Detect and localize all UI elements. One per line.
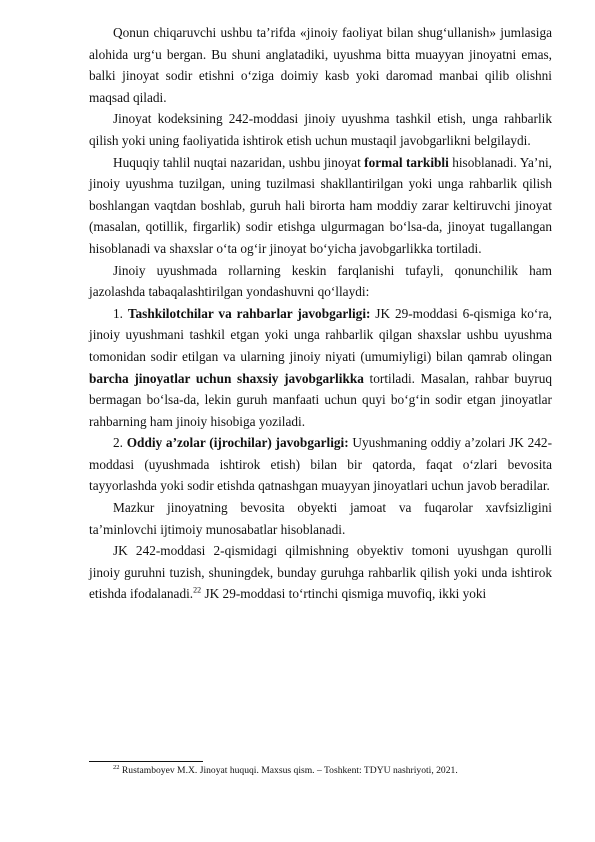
paragraph: Mazkur jinoyatning bevosita obyekti jamoat va fuqarolar xavfsizligini ta’minlovchi ijtimoiy munosabatlar hisoblanadi. <box>89 500 552 537</box>
paragraph <box>89 152 552 260</box>
bold-heading: Tashkilotchilar va rahbarlar javobgarligi: <box>127 305 371 321</box>
paragraph-text: JK 29-moddasi to‘rtinchi qismiga muvofiq, ikki yoki <box>201 586 487 602</box>
numbered-paragraph <box>89 303 552 433</box>
footnote-separator <box>89 761 203 762</box>
footnote-text: Rustamboyev M.X. Jinoyat huquqi. Maxsus qism. – Toshkent: TDYU nashriyoti, 2021. <box>119 765 458 776</box>
paragraph: Qonun chiqaruvchi ushbu taʼrifda «jinoiy faoliyat bilan shugʻullanish» jumlasiga alohida urgʻu bergan. Bu shuni anglatadiki, uyushma bitta muayyan jinoyatni emas, balki jinoyat sodir etishni oʻziga doimiy kasb yoki daromad manbai qilib olishni maqsad qiladi. <box>89 25 552 105</box>
bold-heading: Oddiy aʼzolar (ijrochilar) javobgarligi: <box>126 435 349 451</box>
paragraph-text: tortiladi. Masalan, rahbar buyruq bermagan boʻlsa-da, lekin guruh manfaati uchun quyi boʻgʻin sodir etgan jinoyatlar rahbarning ham jinoiy hisobiga yoziladi. <box>89 370 552 429</box>
list-number: 2. <box>113 435 123 451</box>
numbered-paragraph <box>89 432 552 497</box>
paragraph: Jinoiy uyushmada rollarning keskin farqlanishi tufayli, qonunchilik ham jazolashda tabaqalashtirilgan yondashuvni qoʻllaydi: <box>89 262 552 300</box>
bold-term: formal tarkibli <box>364 154 449 170</box>
document-body <box>89 22 552 605</box>
paragraph-text: Uyushmaning oddiy aʼzolari JK 242-moddasi (uyushmada ishtirok etish) bilan bir qatorda, faqat oʻzlari bevosita tayyorlashda yoki sodir etishda qatnashgan muayyan jinoyatlari uchun javob beradilar. <box>89 435 553 494</box>
paragraph: Jinoyat kodeksining 242-moddasi jinoiy uyushma tashkil etish, unga rahbarlik qilish yoki uning faoliyatida ishtirok etish uchun mustaqil javobgarlikni belgilaydi. <box>89 111 552 148</box>
list-number: 1. <box>113 305 123 321</box>
footnote <box>113 764 553 778</box>
paragraph-text: hisoblanadi. Yaʼni, jinoiy uyushma tuzilgan, uning tuzilmasi shakllantirilgan yoki unga rahbarlik qilish boshlangan vaqtdan boshlab, guruh hali birorta ham moddiy zarar keltiruvchi jinoyat (masalan, qotillik, firgarlik) sodir etishga ulgurmagan boʻlsa-da, jinoyat tugallangan hisoblanadi va shaxslar oʻta ogʻir jinoyat boʻyicha javobgarlikka tortiladi. <box>89 154 552 256</box>
footnote-mark: 22 <box>113 763 120 771</box>
footnote-reference[interactable]: 22 <box>193 586 202 596</box>
paragraph-text: JK 242-moddasi 2-qismidagi qilmishning obyektiv tomoni uyushgan qurolli jinoiy guruhni tuzish, shuningdek, bunday guruhga rahbarlik qilish yoki unda ishtirok etishda ifodalanadi. <box>89 543 552 602</box>
paragraph-text: JK 29-moddasi 6-qismiga koʻra, jinoiy uyushmani tashkil etgan yoki unga rahbarlik qilgan shaxslar ushbu uyushma tomonidan sodir etilgan va ularning jinoiy niyati (umumiyligi) bilan qamrab olingan <box>89 305 552 364</box>
paragraph <box>89 540 552 605</box>
paragraph-text: Huquqiy tahlil nuqtai nazaridan, ushbu jinoyat <box>113 154 365 170</box>
bold-term: barcha jinoyatlar uchun shaxsiy javobgarlikka <box>89 370 364 386</box>
